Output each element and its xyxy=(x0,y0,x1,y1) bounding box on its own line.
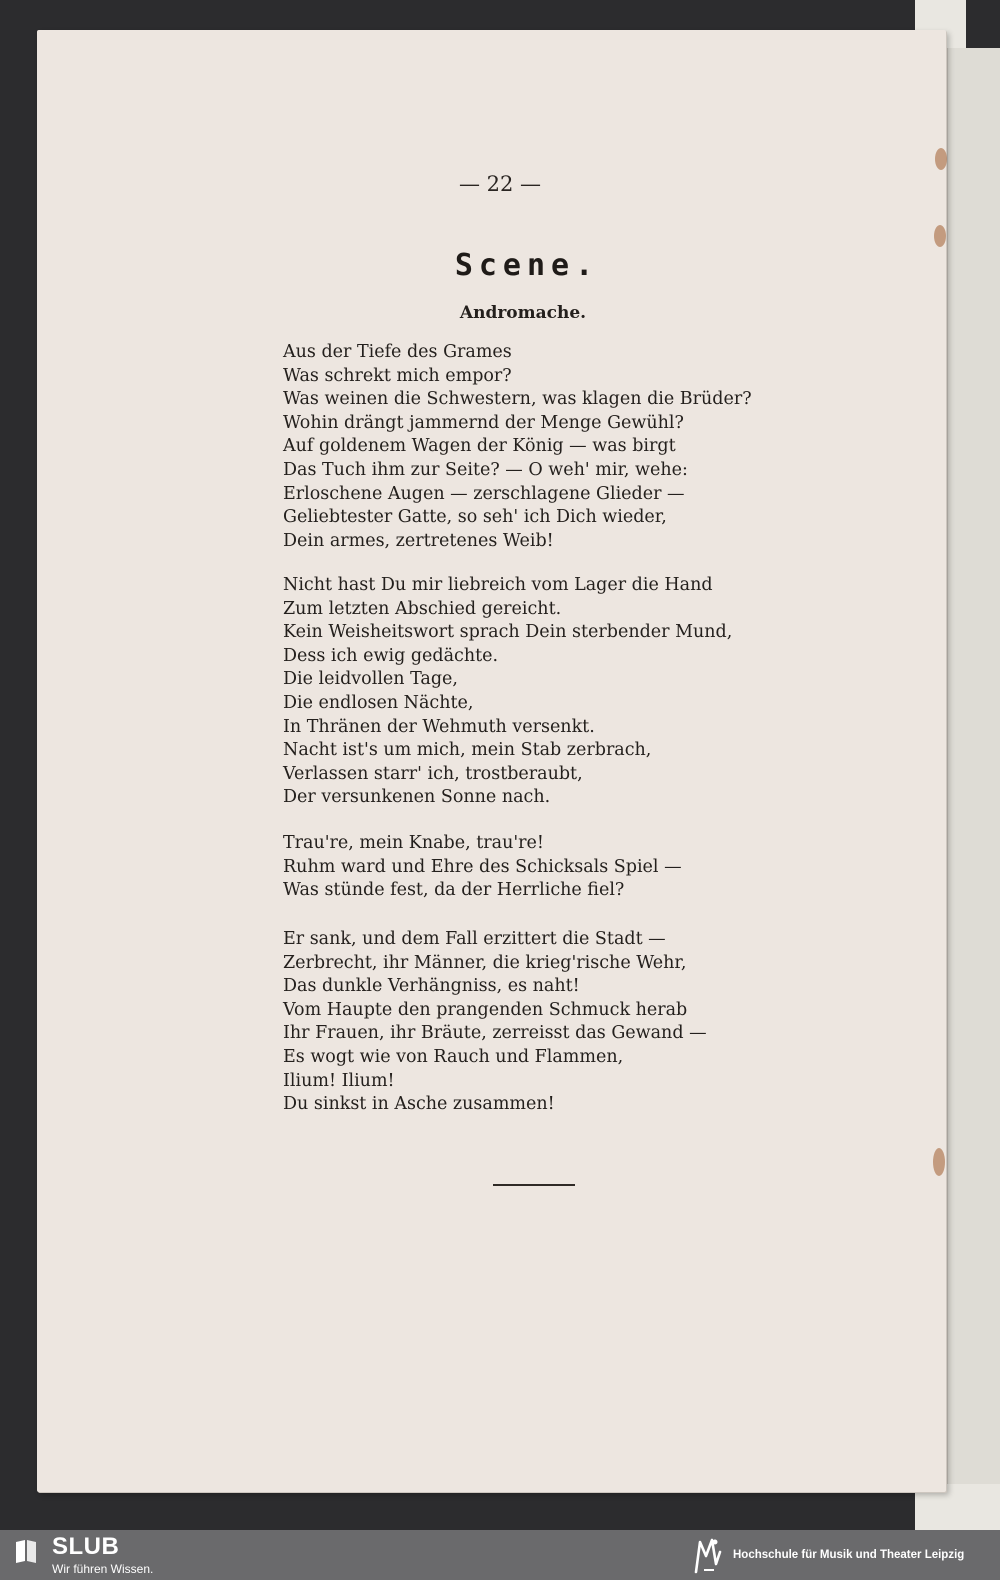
poem-stanza xyxy=(283,574,732,810)
poem-line: Dess ich ewig gedächte. xyxy=(283,645,499,666)
poem-line: Wohin drängt jammernd der Menge Gewühl? xyxy=(283,412,684,433)
page-number: — 22 — xyxy=(458,172,542,196)
poem-line: Das dunkle Verhängniss, es naht! xyxy=(283,976,580,997)
poem-line: Geliebtester Gatte, so seh' ich Dich wieder, xyxy=(283,507,667,528)
poem-line: Dein armes, zertretenes Weib! xyxy=(283,530,554,551)
poem-line: Nicht hast Du mir liebreich vom Lager die Hand xyxy=(283,575,713,595)
poem-line: Ruhm ward und Ehre des Schicksals Spiel — xyxy=(283,856,682,877)
slub-tagline: Wir führen Wissen. xyxy=(52,1562,154,1576)
hmt-monogram-icon xyxy=(690,1534,726,1578)
scene-title: Scene. xyxy=(454,248,600,283)
poem-line: Verlassen starr' ich, trostberaubt, xyxy=(283,763,583,784)
poem-line: Auf goldenem Wagen der König — was birgt xyxy=(283,436,676,457)
poem-line: Erloschene Augen — zerschlagene Glieder — xyxy=(283,483,685,504)
poem-line: Der versunkenen Sonne nach. xyxy=(283,787,551,808)
poem-line: Das Tuch ihm zur Seite? — O weh' mir, wehe: xyxy=(283,459,688,480)
scan-dark-strip xyxy=(966,0,1000,48)
poem-line: Was weinen die Schwestern, was klagen die Brüder? xyxy=(283,389,752,410)
character-name: Andromache. xyxy=(459,303,587,323)
end-rule xyxy=(493,1184,575,1186)
slub-book-icon xyxy=(14,1538,38,1564)
poem-line: Kein Weisheitswort sprach Dein sterbender Mund, xyxy=(283,622,733,643)
poem-line: Vom Haupte den prangenden Schmuck herab xyxy=(283,999,688,1020)
hmt-name: Hochschule für Musik und Theater Leipzig xyxy=(733,1549,965,1561)
poem-line: Ilium! Ilium! xyxy=(283,1070,395,1091)
paper-stain xyxy=(934,225,946,247)
poem-stanza xyxy=(283,928,707,1117)
poem-line: Nacht ist's um mich, mein Stab zerbrach, xyxy=(283,740,652,761)
poem-line: Die leidvollen Tage, xyxy=(283,669,458,690)
poem-line: Ihr Frauen, ihr Bräute, zerreisst das Gewand — xyxy=(283,1023,707,1044)
footer-bar xyxy=(0,1530,1000,1580)
paper-stain xyxy=(933,1148,945,1176)
poem-stanza xyxy=(283,832,682,903)
poem-line: Aus der Tiefe des Grames xyxy=(283,342,512,362)
poem-line: Die endlosen Nächte, xyxy=(283,692,474,713)
poem-line: In Thränen der Wehmuth versenkt. xyxy=(283,716,595,737)
poem-line: Zerbrecht, ihr Männer, die krieg'rische Wehr, xyxy=(283,952,687,973)
poem-line: Was schrekt mich empor? xyxy=(283,365,512,386)
poem-line: Trau're, mein Knabe, trau're! xyxy=(283,833,544,853)
poem-stanza xyxy=(283,341,752,553)
poem-line: Du sinkst in Asche zusammen! xyxy=(283,1094,555,1115)
paper-stain xyxy=(935,148,947,170)
poem-line: Zum letzten Abschied gereicht. xyxy=(283,598,562,619)
poem-line: Er sank, und dem Fall erzittert die Stadt — xyxy=(283,929,666,949)
poem-line: Was stünde fest, da der Herrliche fiel? xyxy=(283,880,625,901)
slub-name: SLUB xyxy=(52,1533,120,1560)
poem-line: Es wogt wie von Rauch und Flammen, xyxy=(283,1046,624,1067)
